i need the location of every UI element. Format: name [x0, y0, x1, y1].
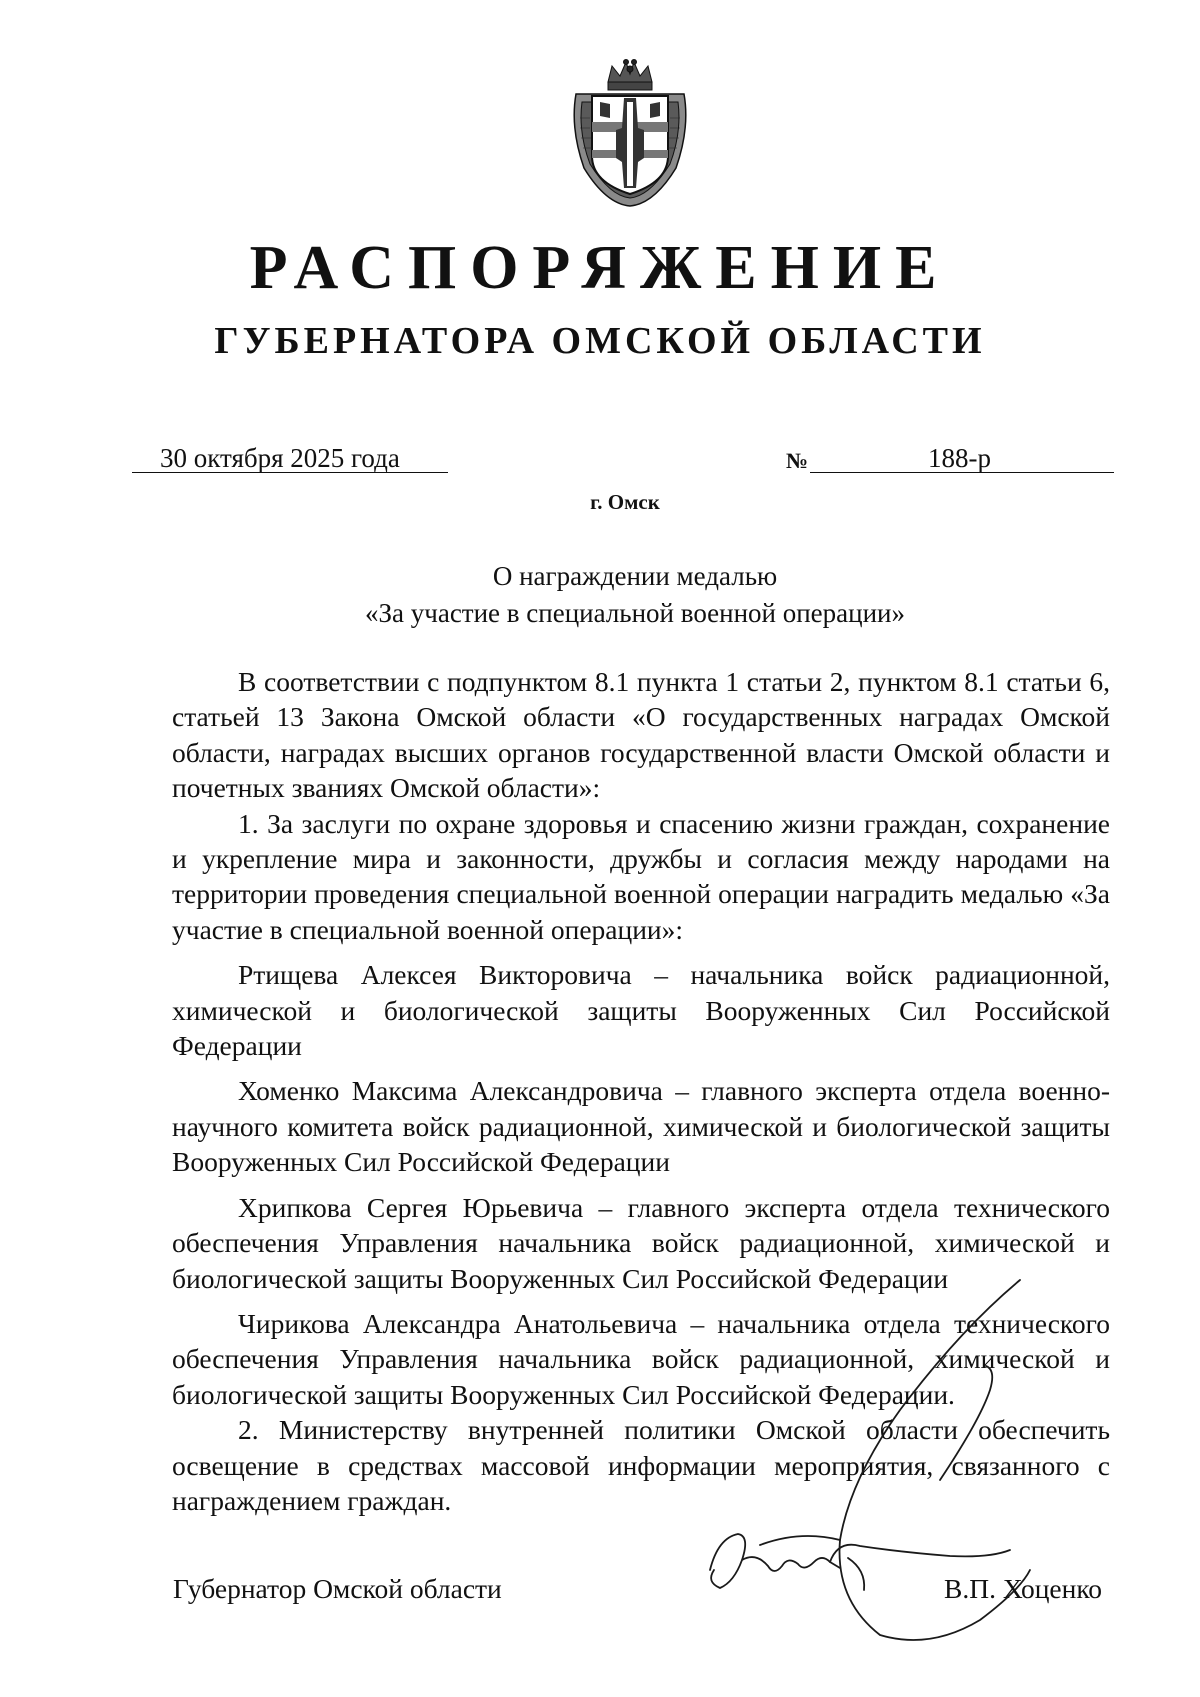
document-title: РАСПОРЯЖЕНИЕ — [249, 234, 951, 302]
paragraph-awardee: Хрипкова Сергея Юрьевича – главного эксперта отдела технического обеспечения Управления начальника войск радиационной, химической и биологической защиты Вооруженных Сил Российской Федерации — [172, 1191, 1110, 1294]
paragraph-preamble: В соответствии с подпунктом 8.1 пункта 1 статьи 2, пунктом 8.1 статьи 6, статьей 13 Закона Омской области «О государственных наградах Омской области, наградах высших органов государственной власти Омской области и почетных званиях Омской области»: — [172, 666, 1110, 804]
signatory-name: В.П. Хоценко — [944, 1573, 1103, 1604]
document-number: 188-р — [928, 443, 991, 473]
number-underline — [810, 472, 1114, 473]
document-subtitle: ГУБЕРНАТОРА ОМСКОЙ ОБЛАСТИ — [214, 320, 986, 362]
paragraph-item-2: 2. Министерству внутренней политики Омской области обеспечить освещение в средствах массовой информации мероприятия, связанного с награждением граждан. — [172, 1414, 1110, 1516]
paragraph-item-1: 1. За заслуги по охране здоровья и спасению жизни граждан, сохранение и укрепление мира и законности, дружбы и согласия между народами на территории проведения специальной военной операции наградить медалью «За участие в специальной военной операции»: — [172, 807, 1110, 945]
coat-of-arms-icon — [570, 58, 690, 208]
subject-line-1: О награждении медалью — [492, 561, 778, 591]
document-city: г. Омск — [590, 490, 660, 514]
document-body — [172, 664, 1110, 1518]
subject-line-2: «За участие в специальной военной операции» — [365, 598, 905, 628]
number-label: № — [786, 448, 809, 473]
date-underline — [132, 472, 448, 473]
paragraph-awardee: Чирикова Александра Анатольевича – начальника отдела технического обеспечения Управления начальника войск радиационной, химической и биологической защиты Вооруженных Сил Российской Федерации. — [172, 1307, 1110, 1410]
paragraph-awardee: Ртищева Алексея Викторовича – начальника войск радиационной, химической и биологической защиты Вооруженных Сил Российской Федерации — [172, 959, 1110, 1062]
document-date: 30 октября 2025 года — [160, 443, 400, 473]
signatory-role: Губернатор Омской области — [173, 1573, 502, 1604]
paragraph-awardee: Хоменко Максима Александровича – главного эксперта отдела военно-научного комитета войск радиационной, химической и биологической защиты Вооруженных Сил Российской Федерации — [172, 1075, 1110, 1178]
